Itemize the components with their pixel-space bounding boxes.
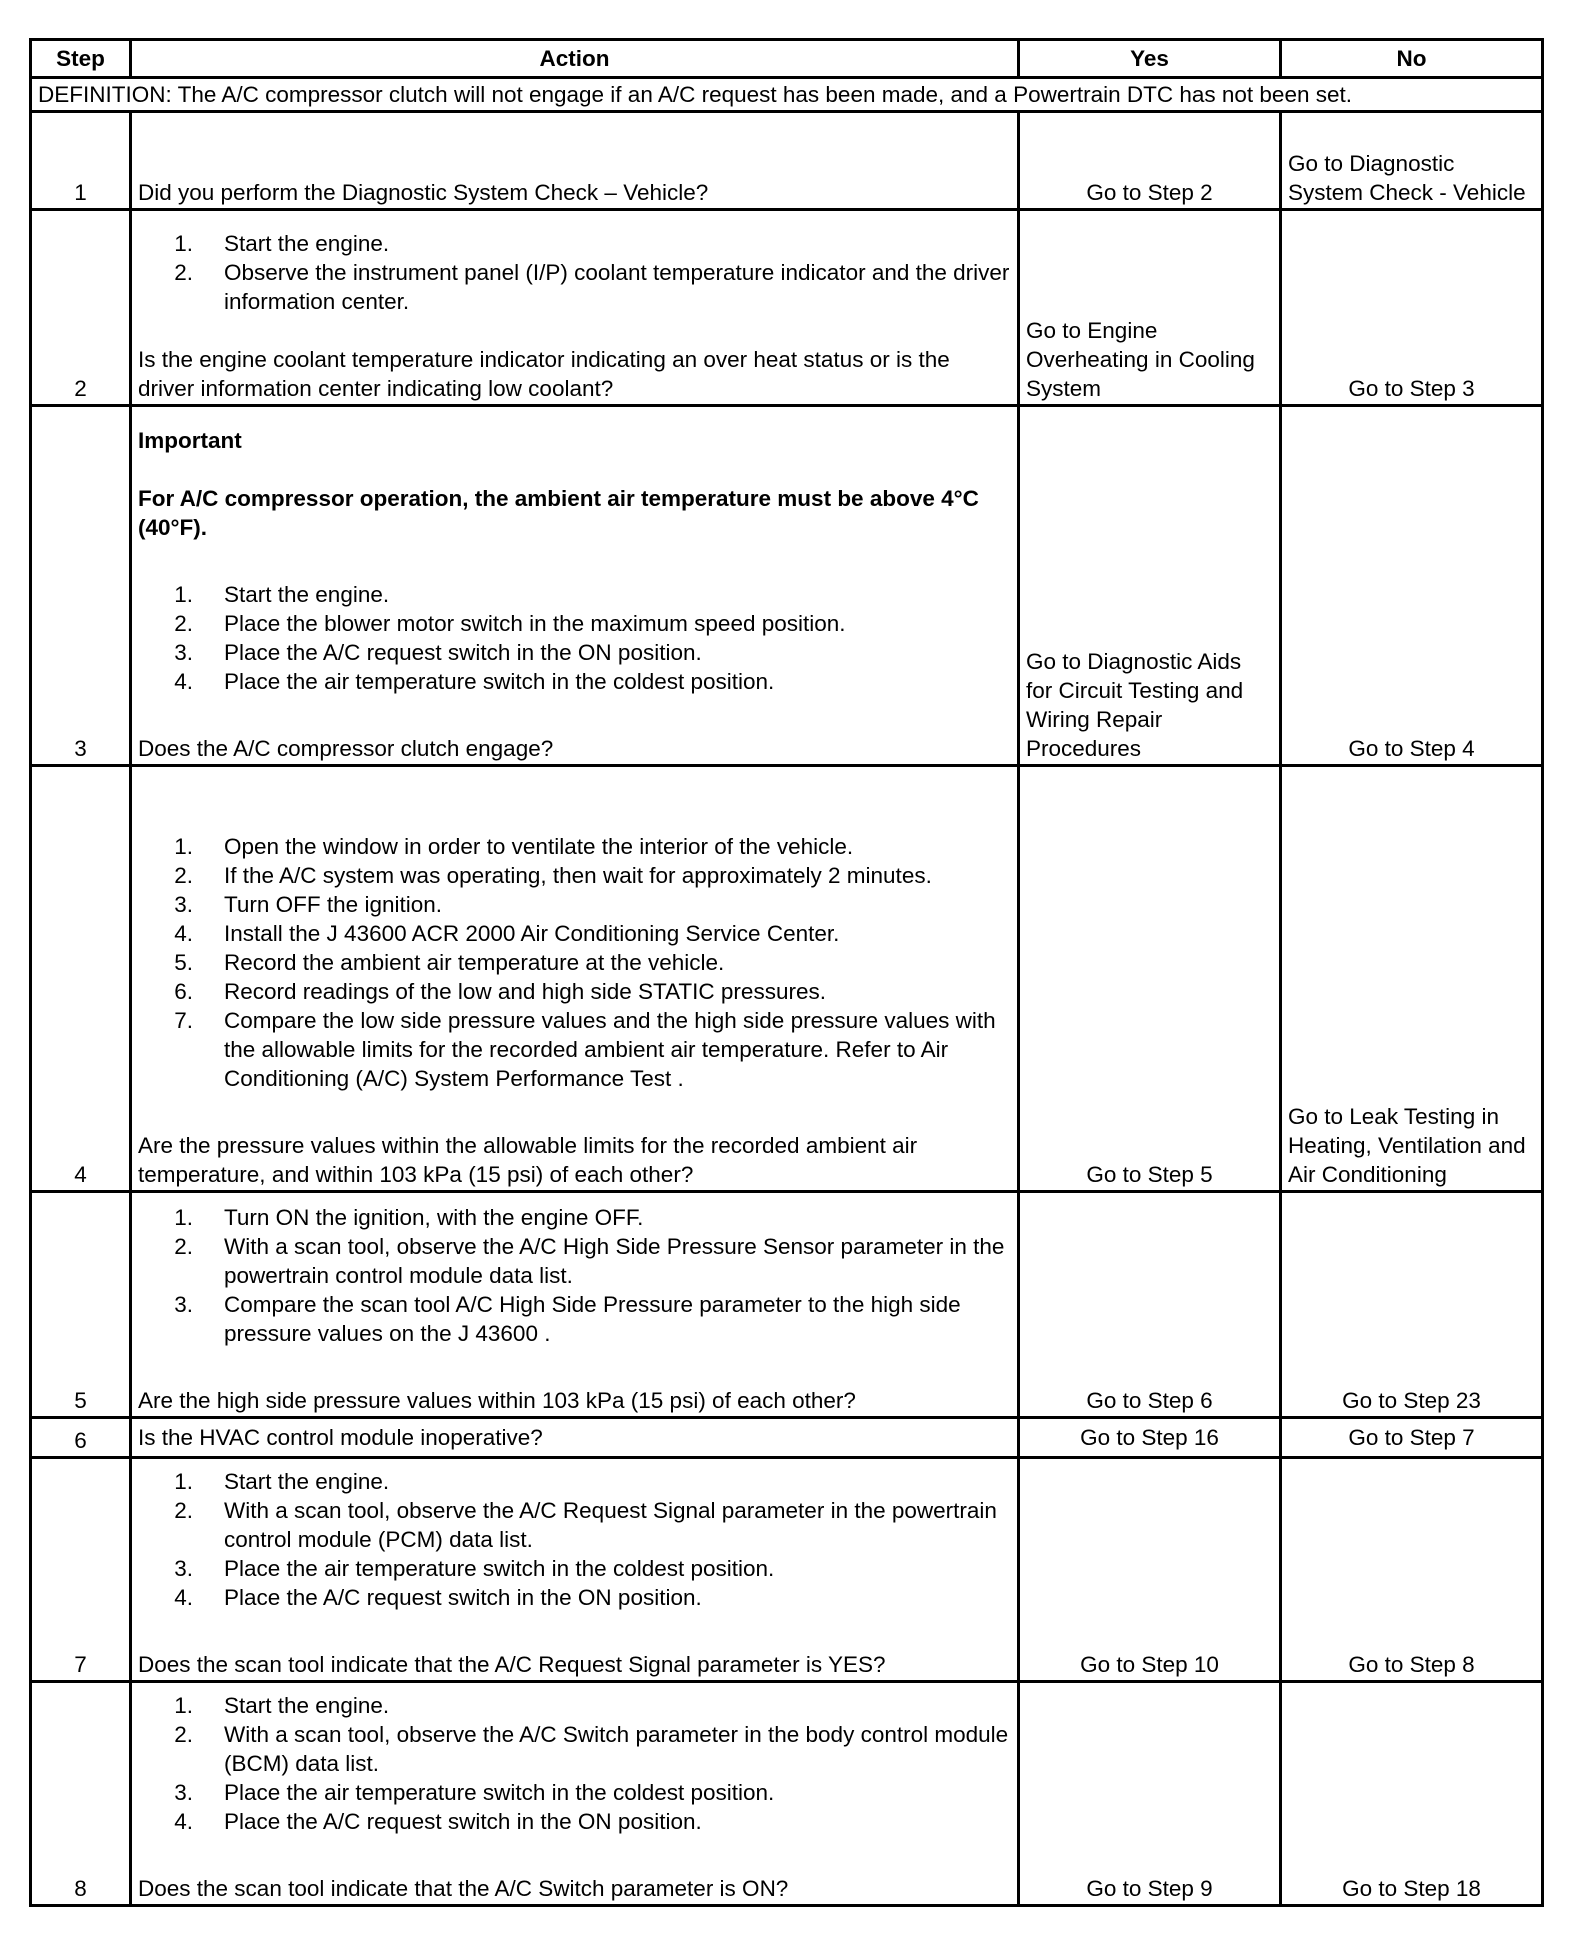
list-item: 7. Compare the low side pressure values and the high side pressure values with the allowable limits for the recorded ambient air temperature. Refer to Air Conditioning (A/C) System Performance Test . <box>174 1008 996 1091</box>
action-cell <box>131 1418 1019 1458</box>
step-number: 3 <box>31 406 131 766</box>
header-row <box>31 40 1543 78</box>
question-text: Does the scan tool indicate that the A/C Request Signal parameter is YES? <box>138 1652 886 1677</box>
header-action: Action <box>131 40 1019 78</box>
list-item: 2. Place the blower motor switch in the maximum speed position. <box>174 611 846 636</box>
list-item: 4. Place the air temperature switch in the coldest position. <box>174 669 775 694</box>
action-cell <box>131 766 1019 1192</box>
step-list <box>138 229 1011 316</box>
step-number: 1 <box>31 112 131 210</box>
question-text: Are the pressure values within the allowable limits for the recorded ambient air temperature, and within 103 kPa (15 psi) of each other? <box>138 1133 918 1187</box>
no-cell: Go to Step 23 <box>1281 1192 1543 1418</box>
list-item: 2. With a scan tool, observe the A/C Switch parameter in the body control module (BCM) data list. <box>174 1722 1009 1776</box>
action-cell <box>131 210 1019 406</box>
important-title: Important <box>138 428 242 453</box>
list-item: 4. Place the A/C request switch in the ON position. <box>174 1809 702 1834</box>
no-cell: Go to Diagnostic System Check - Vehicle <box>1281 112 1543 210</box>
no-cell: Go to Step 3 <box>1281 210 1543 406</box>
list-item: 1. Start the engine. <box>174 1469 390 1494</box>
definition-row <box>31 78 1543 112</box>
step-number: 7 <box>31 1458 131 1682</box>
question-text: Does the A/C compressor clutch engage? <box>138 736 554 761</box>
step-list <box>138 1203 1011 1348</box>
table-row <box>31 766 1543 1192</box>
table-row <box>31 406 1543 766</box>
table-row <box>31 210 1543 406</box>
list-item: 1. Start the engine. <box>174 231 390 256</box>
important-text: For A/C compressor operation, the ambient air temperature must be above 4°C (40°F). <box>138 486 979 540</box>
list-item: 6. Record readings of the low and high side STATIC pressures. <box>174 979 826 1004</box>
header-no: No <box>1281 40 1543 78</box>
yes-cell: Go to Diagnostic Aids for Circuit Testing and Wiring Repair Procedures <box>1019 406 1281 766</box>
yes-cell: Go to Engine Overheating in Cooling System <box>1019 210 1281 406</box>
step-list <box>138 1467 1011 1612</box>
list-item: 3. Place the air temperature switch in the coldest position. <box>174 1556 775 1581</box>
action-cell <box>131 406 1019 766</box>
question-text: Does the scan tool indicate that the A/C Switch parameter is ON? <box>138 1876 789 1901</box>
list-item: 1. Start the engine. <box>174 582 390 607</box>
step-number: 6 <box>31 1418 131 1458</box>
list-item: 3. Compare the scan tool A/C High Side Pressure parameter to the high side pressure values on the J 43600 . <box>174 1292 961 1346</box>
header-step: Step <box>31 40 131 78</box>
yes-cell: Go to Step 2 <box>1019 112 1281 210</box>
list-item: 3. Place the air temperature switch in the coldest position. <box>174 1780 775 1805</box>
list-item: 2. With a scan tool, observe the A/C High Side Pressure Sensor parameter in the powertrain control module data list. <box>174 1234 1005 1288</box>
table-row <box>31 1192 1543 1418</box>
header-yes: Yes <box>1019 40 1281 78</box>
definition-text: DEFINITION: The A/C compressor clutch will not engage if an A/C request has been made, and a Powertrain DTC has not been set. <box>31 78 1543 112</box>
yes-cell: Go to Step 9 <box>1019 1682 1281 1906</box>
list-item: 5. Record the ambient air temperature at the vehicle. <box>174 950 725 975</box>
table-row <box>31 1458 1543 1682</box>
list-item: 4. Place the A/C request switch in the ON position. <box>174 1585 702 1610</box>
yes-cell: Go to Step 16 <box>1019 1418 1281 1458</box>
diagnostic-table <box>29 38 1544 1907</box>
list-item: 3. Turn OFF the ignition. <box>174 892 443 917</box>
step-number: 5 <box>31 1192 131 1418</box>
action-cell <box>131 1682 1019 1906</box>
action-cell <box>131 112 1019 210</box>
list-item: 2. Observe the instrument panel (I/P) coolant temperature indicator and the driver information center. <box>174 260 1010 314</box>
list-item: 1. Open the window in order to ventilate the interior of the vehicle. <box>174 834 854 859</box>
list-item: 1. Start the engine. <box>174 1693 390 1718</box>
action-cell <box>131 1458 1019 1682</box>
question-text: Is the HVAC control module inoperative? <box>138 1425 543 1450</box>
no-cell: Go to Leak Testing in Heating, Ventilation and Air Conditioning <box>1281 766 1543 1192</box>
no-cell: Go to Step 4 <box>1281 406 1543 766</box>
no-cell: Go to Step 8 <box>1281 1458 1543 1682</box>
yes-cell: Go to Step 6 <box>1019 1192 1281 1418</box>
step-number: 2 <box>31 210 131 406</box>
step-number: 4 <box>31 766 131 1192</box>
question-text: Is the engine coolant temperature indicator indicating an over heat status or is the driver information center indicating low coolant? <box>138 347 950 401</box>
step-list <box>138 832 1011 1093</box>
no-cell: Go to Step 7 <box>1281 1418 1543 1458</box>
action-cell <box>131 1192 1019 1418</box>
list-item: 1. Turn ON the ignition, with the engine OFF. <box>174 1205 644 1230</box>
yes-cell: Go to Step 5 <box>1019 766 1281 1192</box>
list-item: 4. Install the J 43600 ACR 2000 Air Conditioning Service Center. <box>174 921 840 946</box>
table-row <box>31 112 1543 210</box>
no-cell: Go to Step 18 <box>1281 1682 1543 1906</box>
question-text: Did you perform the Diagnostic System Check – Vehicle? <box>138 180 709 205</box>
yes-cell: Go to Step 10 <box>1019 1458 1281 1682</box>
list-item: 2. With a scan tool, observe the A/C Request Signal parameter in the powertrain control module (PCM) data list. <box>174 1498 997 1552</box>
table-row <box>31 1682 1543 1906</box>
step-number: 8 <box>31 1682 131 1906</box>
question-text: Are the high side pressure values within 103 kPa (15 psi) of each other? <box>138 1388 856 1413</box>
list-item: 3. Place the A/C request switch in the ON position. <box>174 640 702 665</box>
step-list <box>138 580 1011 696</box>
table-row <box>31 1418 1543 1458</box>
list-item: 2. If the A/C system was operating, then wait for approximately 2 minutes. <box>174 863 932 888</box>
step-list <box>138 1691 1011 1836</box>
